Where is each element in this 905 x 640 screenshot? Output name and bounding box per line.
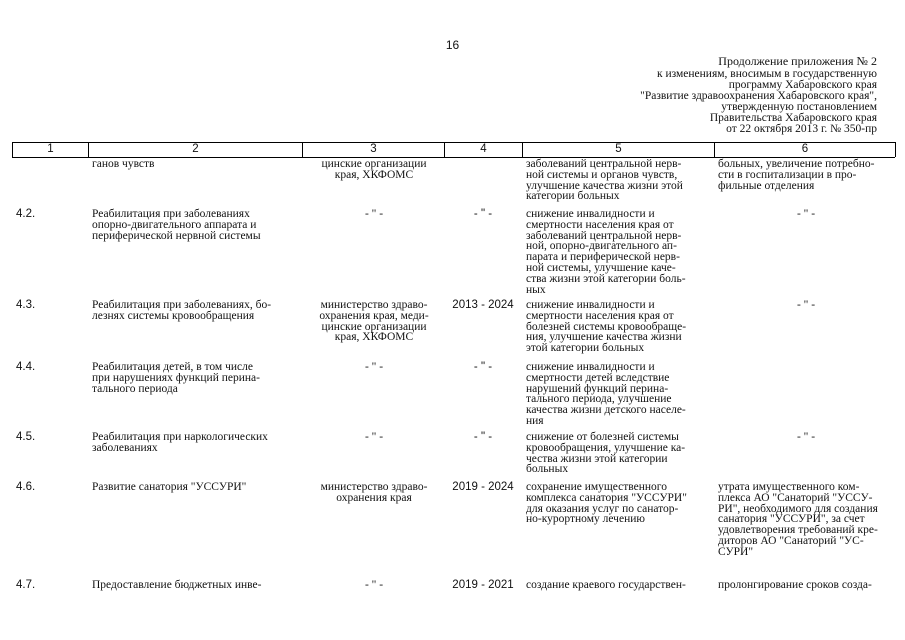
cell-period: - " - <box>473 431 493 443</box>
header-line: Правительства Хабаровского края <box>709 112 877 124</box>
cell-line: ния <box>526 414 544 427</box>
cell-line: комплекса санатория "УССУРИ" <box>526 491 687 504</box>
cell-line: диторов АО "Санаторий "УС- <box>718 534 864 547</box>
cell-line: но-курортному лечению <box>526 513 645 526</box>
cell-result <box>526 432 712 475</box>
cell-line: Реабилитация при наркологических <box>92 431 268 443</box>
cell-line: ной системы и органов чувств, <box>526 168 678 181</box>
cell-line: - " - <box>796 431 816 443</box>
cell-line: края, ХКФОМС <box>334 331 414 344</box>
appendix-header <box>547 56 877 135</box>
cell-consequence <box>718 482 894 558</box>
cell-name <box>92 482 300 493</box>
cell-exec <box>306 159 442 181</box>
cell-line: ния, улучшение качества жизни <box>526 331 682 344</box>
cell-period: - " - <box>473 361 493 373</box>
cell-line: удовлетворения требований кре- <box>718 524 878 537</box>
cell-num: 4.2. <box>16 208 36 220</box>
cell-result <box>526 362 712 427</box>
cell-line: - " - <box>364 431 384 443</box>
cell-exec <box>306 300 442 343</box>
cell-name <box>92 159 300 170</box>
cell-line: снижение инвалидности и <box>526 299 655 311</box>
cell-result <box>526 209 712 295</box>
cell-period: 2013 - 2024 <box>452 299 514 311</box>
header-line: к изменениям, вносимым в государственную <box>657 68 877 80</box>
cell-result <box>526 300 712 354</box>
cell-line: чества жизни этой категории <box>526 452 668 465</box>
cell-line: края, ХКФОМС <box>334 168 414 181</box>
cell-num: 4.7. <box>16 579 36 591</box>
header-line: Продолжение приложения № 2 <box>718 54 877 68</box>
cell-exec <box>306 482 442 504</box>
cell-line: снижение инвалидности и <box>526 208 655 220</box>
cell-line: министерство здраво- <box>320 481 428 493</box>
column-header-5: 5 <box>522 142 714 157</box>
cell-line: Реабилитация детей, в том числе <box>92 361 253 373</box>
cell-consequence <box>718 209 894 220</box>
column-header-1: 1 <box>12 142 88 157</box>
cell-exec <box>306 362 442 373</box>
cell-line: ной системы, улучшение каче- <box>526 261 676 274</box>
cell-line: ганов чувств <box>92 158 155 170</box>
cell-line: при нарушениях функций перина- <box>92 371 260 384</box>
cell-line: улучшение качества жизни этой <box>526 179 683 192</box>
cell-line: заболеваний центральной нерв- <box>526 158 682 170</box>
cell-line: для оказания услуг по санатор- <box>526 502 679 515</box>
column-header-2: 2 <box>88 142 302 157</box>
cell-exec <box>306 209 442 220</box>
cell-line: РИ", необходимого для создания <box>718 502 878 515</box>
cell-line: этой категории больных <box>526 342 645 355</box>
cell-consequence <box>718 432 894 443</box>
cell-line: - " - <box>796 299 816 311</box>
cell-line: нарушений функций перина- <box>526 382 669 395</box>
cell-exec <box>306 580 442 591</box>
cell-line: СУРИ" <box>718 545 754 558</box>
header-line: от 22 октября 2013 г. № 350-пр <box>726 123 877 135</box>
cell-period: - " - <box>473 208 493 220</box>
cell-line: лезнях системы кровообращения <box>92 309 255 322</box>
cell-line: тального периода, улучшение <box>526 393 672 406</box>
cell-line: заболеваниях <box>92 441 158 454</box>
cell-line: Предоставление бюджетных инве- <box>92 579 262 591</box>
header-line: утвержденную постановлением <box>721 101 877 113</box>
header-line: программу Хабаровского края <box>728 79 877 91</box>
cell-line: пролонгирование сроков созда- <box>718 579 872 591</box>
cell-line: министерство здраво- <box>320 299 428 311</box>
cell-line: - " - <box>364 579 384 591</box>
cell-line: - " - <box>796 208 816 220</box>
cell-result <box>526 580 712 591</box>
cell-line: санатория "УССУРИ", за счет <box>718 513 865 526</box>
cell-num: 4.6. <box>16 481 36 493</box>
cell-name <box>92 580 300 591</box>
cell-line: тального периода <box>92 382 178 395</box>
cell-line: периферической нервной системы <box>92 229 261 242</box>
cell-period: 2019 - 2021 <box>452 579 514 591</box>
cell-line: цинские организации <box>321 320 427 333</box>
cell-num: 4.4. <box>16 361 36 373</box>
cell-name <box>92 300 300 322</box>
cell-line: ства жизни этой категории боль- <box>526 272 686 285</box>
cell-line: - " - <box>364 208 384 220</box>
cell-line: смертности детей вследствие <box>526 371 670 384</box>
column-header-6: 6 <box>714 142 896 157</box>
cell-line: снижение инвалидности и <box>526 361 655 373</box>
column-header-4: 4 <box>444 142 522 157</box>
cell-line: качества жизни детского населе- <box>526 404 686 417</box>
column-header-3: 3 <box>302 142 444 157</box>
cell-line: охранения края, меди- <box>319 309 429 322</box>
page-number: 16 <box>445 38 460 52</box>
cell-line: ной, опорно-двигательного ап- <box>526 240 677 253</box>
cell-period: 2019 - 2024 <box>452 481 514 493</box>
cell-line: Развитие санатория "УССУРИ" <box>92 481 247 493</box>
cell-line: болезней системы кровообраще- <box>526 320 687 333</box>
cell-line: опорно-двигательного аппарата и <box>92 218 257 231</box>
cell-line: снижение от болезней системы <box>526 431 679 443</box>
cell-name <box>92 209 300 241</box>
cell-consequence <box>718 580 894 591</box>
cell-line: смертности населения края от <box>526 309 674 322</box>
cell-line: цинские организации <box>321 158 427 170</box>
cell-line: - " - <box>364 361 384 373</box>
cell-line: утрата имущественного ком- <box>718 481 860 493</box>
cell-line: Реабилитация при заболеваниях, бо- <box>92 299 272 311</box>
cell-line: заболеваний центральной нерв- <box>526 229 682 242</box>
cell-line: больных <box>526 463 569 476</box>
cell-line: создание краевого государствен- <box>526 579 686 591</box>
cell-result <box>526 482 712 525</box>
cell-line: ных <box>526 283 546 296</box>
cell-line: сти в госпитализации в про- <box>718 168 857 181</box>
cell-consequence <box>718 300 894 311</box>
cell-num: 4.5. <box>16 431 36 443</box>
cell-line: смертности населения края от <box>526 218 674 231</box>
cell-line: кровообращения, улучшение ка- <box>526 441 686 454</box>
header-line: "Развитие здравоохранения Хабаровского края", <box>640 90 877 102</box>
cell-line: парата и периферической нерв- <box>526 251 680 264</box>
cell-result <box>526 159 712 202</box>
cell-num: 4.3. <box>16 299 36 311</box>
cell-line: Реабилитация при заболеваниях <box>92 208 250 220</box>
cell-name <box>92 432 300 454</box>
cell-line: плекса АО "Санаторий "УССУ- <box>718 491 873 504</box>
cell-line: охранения края <box>336 491 412 504</box>
cell-line: больных, увеличение потребно- <box>718 158 875 170</box>
cell-exec <box>306 432 442 443</box>
cell-name <box>92 362 300 394</box>
cell-line: категории больных <box>526 190 620 203</box>
cell-line: фильные отделения <box>718 179 815 192</box>
cell-line: сохранение имущественного <box>526 481 667 493</box>
cell-consequence <box>718 159 894 191</box>
